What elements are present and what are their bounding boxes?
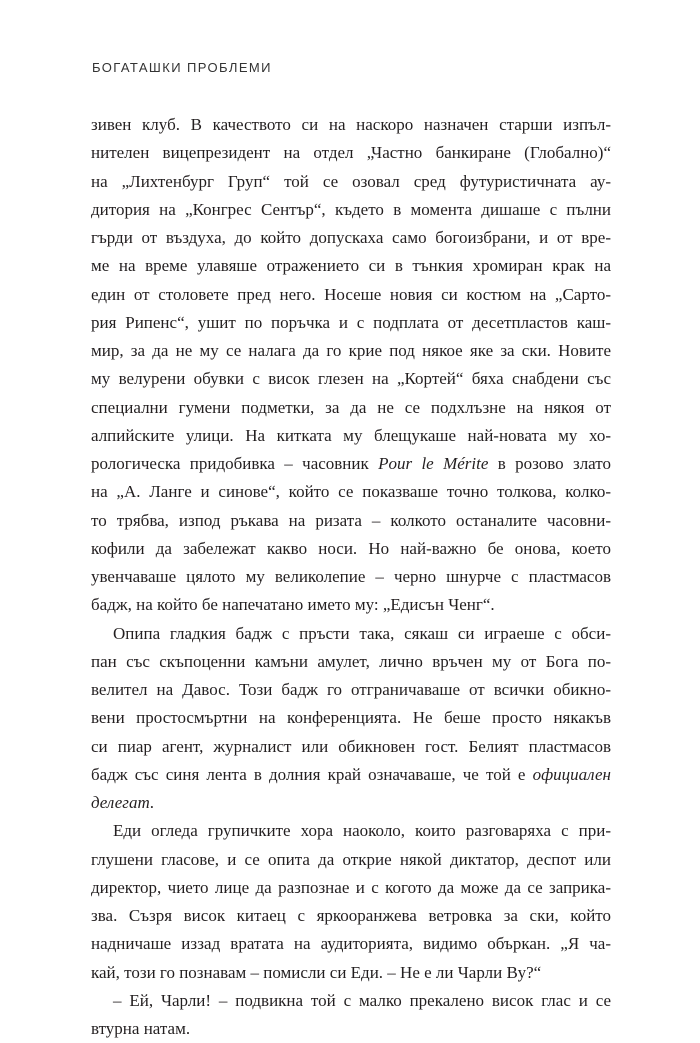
running-header: БОГАТАШКИ ПРОБЛЕМИ — [92, 60, 272, 75]
text-line: пан със скъпоценни камъни амулет, лично връчен му от Бога по- — [91, 651, 611, 671]
paragraph-4 — [91, 987, 611, 1043]
text-line: дитория на „Конгрес Сентър“, където в момента дишаше с пълни — [91, 199, 611, 219]
text-line: то трябва, изпод ръкава на ризата – колкото останалите часовни- — [91, 510, 611, 530]
text-line: мир, за да не му се налага да го крие под някое яке за ски. Новите — [91, 341, 611, 360]
text-line: гърди от въздуха, до който допускаха само богоизбрани, и от вре- — [91, 228, 611, 247]
text-line: бадж със синя лента в долния край означаваше, че той е официален — [91, 764, 611, 784]
text-line: надничаше иззад вратата на аудиторията, видимо объркан. „Я ча- — [91, 934, 611, 954]
text-line: ме на време улавяше отражението си в тънкия хромиран крак на — [91, 256, 611, 276]
paragraph-3 — [91, 817, 611, 987]
text-line: кай, този го познавам – помисли си Еди. – Не е ли Чарли Ву?“ — [91, 962, 542, 982]
italic-delegate: делегат — [91, 793, 150, 812]
text-line: зва. Съзря висок китаец с яркооранжева ветровка за ски, който — [91, 906, 611, 925]
text-line: Опипа гладкия бадж с пръсти така, сякаш си играеше с обси- — [113, 623, 611, 643]
text-line: увенчаваше цялото му великолепие – черно шнурче с пластмасов — [91, 567, 611, 586]
text-line: бадж, на който бе напечатано името му: „Едисън Ченг“. — [91, 595, 495, 615]
italic-official: официален — [532, 764, 611, 784]
text-line: алпийските улици. На китката му блещукаше най-новата му хо- — [91, 425, 611, 445]
text-line: делегат. — [91, 793, 154, 812]
text-line: директор, чието лице да разпознае и с когото да може да се заприка- — [91, 877, 611, 897]
body-text — [91, 111, 611, 1043]
text-line: вени простосмъртни на конференцията. Не беше просто някакъв — [91, 708, 611, 728]
text-line: рологическа придобивка – часовник Pour le Mérite в розово злато — [91, 454, 611, 473]
text-line: специални гумени подметки, за да не се подхлъзне на някоя от — [91, 397, 611, 417]
text-line: му велурени обувки с висок глезен на „Кортей“ бяха снабдени със — [91, 369, 611, 389]
text-line: зивен клуб. В качеството си на наскоро назначен старши изпъл- — [91, 115, 611, 134]
text-line: втурна натам. — [91, 1019, 191, 1038]
text-line: един от столовете пред него. Носеше новия си костюм на „Сарто- — [91, 284, 611, 304]
italic-watch-name: Pour le Mérite — [378, 454, 489, 473]
text-line: велител на Давос. Този бадж го отграничаваше от всички обикно- — [91, 680, 611, 699]
paragraph-2 — [91, 620, 611, 818]
paragraph-1 — [91, 111, 611, 620]
text-line: нителен вицепрезидент на отдел „Частно банкиране (Глобално)“ — [91, 143, 611, 163]
text-line: – Ей, Чарли! – подвикна той с малко прекалено висок глас и се — [113, 990, 611, 1010]
text-line: рия Рипенс“, ушит по поръчка и с подплата от десетпластов каш- — [91, 312, 611, 332]
text-line: си пиар агент, журналист или обикновен гост. Белият пластмасов — [91, 736, 611, 756]
text-line: Еди огледа групичките хора наоколо, които разговаряха с при- — [113, 821, 611, 841]
text-line: на „Лихтенбург Груп“ той се озовал сред футуристичната ау- — [91, 171, 611, 191]
text-line: на „А. Ланге и синове“, който се показваше точно толкова, колко- — [91, 482, 611, 502]
text-line: кофили да забележат какво носи. Но най-важно бе онова, което — [91, 538, 611, 558]
text-line: глушени гласове, и се опита да открие някой диктатор, деспот или — [91, 849, 611, 869]
